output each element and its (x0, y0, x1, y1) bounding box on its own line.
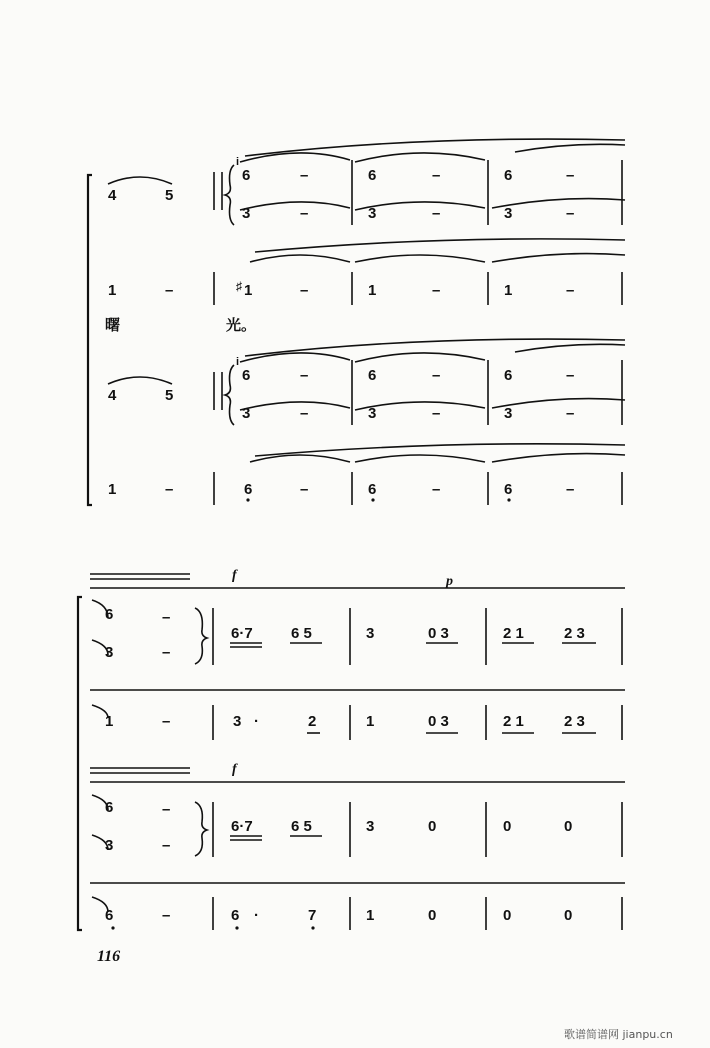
note: 6·7 (231, 625, 253, 642)
grace-note: i (236, 356, 240, 368)
note: 6 (105, 907, 114, 924)
note: 7 (308, 907, 317, 924)
note: 0 (564, 907, 573, 924)
note: 0 (428, 818, 437, 835)
note: – (300, 282, 309, 299)
note: 4 (108, 187, 117, 204)
lyric: 曙 (105, 316, 121, 334)
note: – (300, 405, 309, 422)
note: 1 (244, 282, 253, 299)
note: 6 (105, 799, 114, 816)
note: – (566, 405, 575, 422)
note: – (432, 481, 441, 498)
note: 0 3 (428, 625, 449, 642)
note: 6 (244, 481, 253, 498)
note: 4 (108, 387, 117, 404)
note: 0 (503, 818, 512, 835)
note: 6 (368, 481, 377, 498)
note: 0 (428, 907, 437, 924)
note: 5 (165, 187, 174, 204)
note: 5 (165, 387, 174, 404)
note: 2 3 (564, 713, 585, 730)
note: – (432, 367, 441, 384)
note: 1 (504, 282, 513, 299)
note: 6·7 (231, 818, 253, 835)
note: – (300, 481, 309, 498)
note: – (300, 205, 309, 222)
note: – (432, 405, 441, 422)
note: 3 (242, 405, 251, 422)
note: – (566, 167, 575, 184)
note: 1 (366, 907, 375, 924)
dynamic-mark: f (232, 568, 237, 583)
note: 3 (504, 405, 513, 422)
note: – (300, 367, 309, 384)
note: 6 5 (291, 818, 312, 835)
note: 1 (105, 713, 114, 730)
dynamic-mark: f (232, 762, 237, 777)
note: 6 (504, 167, 513, 184)
note: 6 (105, 606, 114, 623)
note: – (566, 205, 575, 222)
note: 2 1 (503, 713, 524, 730)
note: – (165, 481, 174, 498)
note: – (165, 282, 174, 299)
note: – (162, 713, 171, 730)
sharp-accidental: ♯ (236, 279, 242, 293)
note: 3 (233, 713, 242, 730)
note: – (432, 205, 441, 222)
note: 6 (368, 167, 377, 184)
note: – (566, 481, 575, 498)
note: 3 (504, 205, 513, 222)
note: 6 (242, 367, 251, 384)
note: 6 (242, 167, 251, 184)
note: 2 1 (503, 625, 524, 642)
note: 3 (368, 405, 377, 422)
note: 6 (504, 367, 513, 384)
note: – (162, 837, 171, 854)
note: 1 (366, 713, 375, 730)
note: 1 (108, 481, 117, 498)
note: – (566, 367, 575, 384)
note: 3 (366, 625, 375, 642)
note: 3 (242, 205, 251, 222)
note: 2 (308, 713, 317, 730)
note: 3 (105, 837, 114, 854)
dynamic-mark: p (446, 574, 453, 589)
note: 0 (503, 907, 512, 924)
note: 6 (231, 907, 240, 924)
lyric: 光。 (226, 316, 257, 334)
note: – (162, 907, 171, 924)
note: – (432, 282, 441, 299)
note: 3 (105, 644, 114, 661)
note: 3 (366, 818, 375, 835)
note: 2 3 (564, 625, 585, 642)
note: 3 (368, 205, 377, 222)
grace-note: i (236, 156, 240, 168)
note: 6 5 (291, 625, 312, 642)
note: 1 (368, 282, 377, 299)
note: – (432, 167, 441, 184)
note: 6 (368, 367, 377, 384)
page-number: 116 (97, 948, 121, 965)
note: – (162, 801, 171, 818)
note: – (566, 282, 575, 299)
note: – (162, 644, 171, 661)
note: 1 (108, 282, 117, 299)
note: 6 (504, 481, 513, 498)
note: · (254, 713, 259, 730)
watermark: 歌谱简谱网 jianpu.cn (564, 1028, 673, 1041)
note: – (162, 609, 171, 626)
note: · (254, 907, 259, 924)
note: – (300, 167, 309, 184)
note: 0 3 (428, 713, 449, 730)
note: 0 (564, 818, 573, 835)
